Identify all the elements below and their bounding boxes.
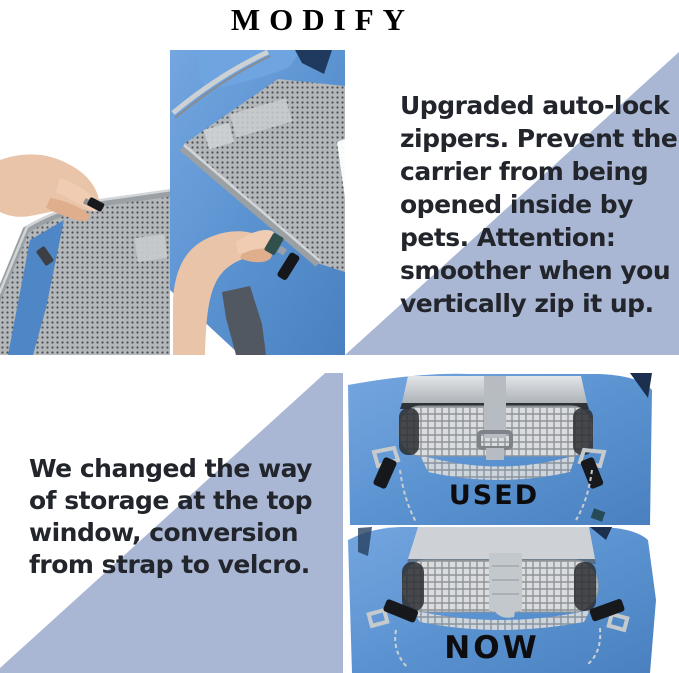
storage-note-line: We changed the way [29, 454, 312, 483]
photo-zipper-demo-right [170, 50, 345, 355]
zipper-note [400, 89, 677, 320]
zipper-note-line: zippers. Prevent the [400, 124, 678, 153]
photo-zipper-demo-left [0, 50, 172, 360]
now-label: NOW [444, 630, 540, 666]
storage-note [29, 453, 312, 581]
page-title: MODIFY [230, 2, 415, 37]
zipper-note-line: carrier from being [400, 157, 649, 186]
storage-note-line: from strap to velcro. [29, 550, 310, 579]
zipper-note-line: Upgraded auto-lock [400, 91, 670, 120]
zipper-note-line: vertically zip it up. [400, 289, 654, 318]
velcro-strap [489, 553, 522, 618]
zipper-note-line: pets. Attention: [400, 223, 616, 252]
storage-note-line: of storage at the top [29, 486, 312, 515]
zipper-note-line: smoother when you [400, 256, 671, 285]
storage-note-line: window, conversion [29, 518, 299, 547]
zipper-note-line: opened inside by [400, 190, 633, 219]
used-label: USED [448, 480, 540, 511]
